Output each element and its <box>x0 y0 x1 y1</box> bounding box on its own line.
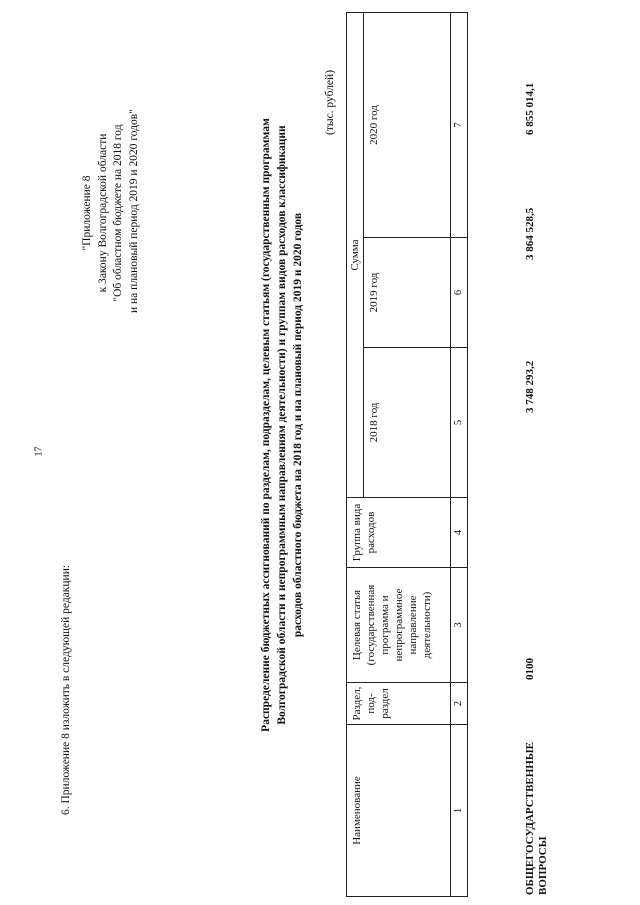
col-number: 2 <box>451 683 468 725</box>
header-target: Целевая статья (государственная программа и непрограммное направление деятельности) <box>347 568 451 683</box>
header-group: Группа вида расходов <box>347 498 451 568</box>
document-title <box>258 0 306 855</box>
row-value-2018: 3 748 293,2 <box>524 360 536 413</box>
appendix-block <box>80 109 142 313</box>
col-number: 5 <box>451 348 468 498</box>
row-value-2020: 6 855 014,1 <box>524 82 536 135</box>
title-line: расходов областного бюджета на 2018 год и на плановый период 2019 и 2020 годов <box>292 212 304 638</box>
appendix-line: "Приложение 8 <box>81 175 93 251</box>
col-number: 6 <box>451 238 468 348</box>
lead-text: 6. Приложение 8 изложить в следующей редакции: <box>60 564 72 815</box>
header-section: Раздел, под- раздел <box>347 683 451 725</box>
header-sum: Сумма <box>347 13 364 498</box>
col-number: 7 <box>451 13 468 238</box>
appendix-line: к Закону Волгоградской области <box>96 133 109 293</box>
header-name: Наименование <box>347 725 451 897</box>
budget-table <box>346 12 468 897</box>
col-number: 1 <box>451 725 468 897</box>
appendix-line: и на плановый период 2019 и 2020 годов" <box>127 109 140 313</box>
header-2019: 2019 год <box>364 238 451 348</box>
appendix-line: "Об областном бюджете на 2018 год <box>112 124 124 302</box>
row-name: ОБЩЕГОСУДАРСТВЕННЫЕ ВОПРОСЫ <box>524 742 549 895</box>
row-value-2019: 3 864 528,5 <box>524 207 536 260</box>
title-line: Распределение бюджетных ассигнований по разделам, подразделам, целевым статьям (государственным программам <box>260 118 272 732</box>
col-number: 4 <box>451 498 468 568</box>
page-number: 17 <box>33 446 45 457</box>
title-line: Волгоградской области и непрограммным направлениям деятельности) и группам видов расходов классификации <box>276 125 288 725</box>
col-number: 3 <box>451 568 468 683</box>
header-2020: 2020 год <box>364 13 451 238</box>
row-section: 0100 <box>524 658 536 680</box>
table-row <box>524 0 564 895</box>
units-label: (тыс. рублей) <box>324 69 336 135</box>
header-2018: 2018 год <box>364 348 451 498</box>
